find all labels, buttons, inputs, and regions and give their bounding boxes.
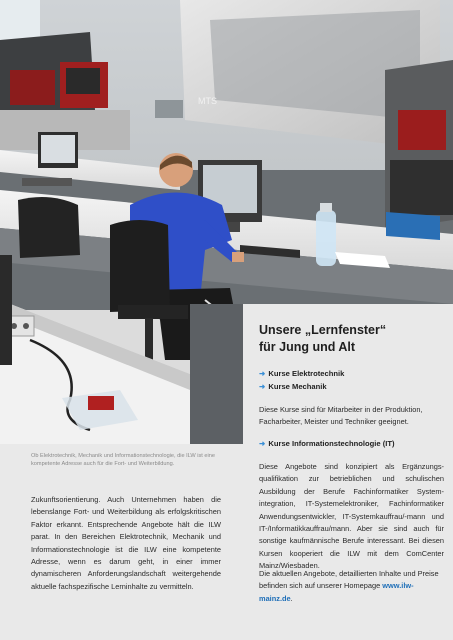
course-label: Kurse Informationstechnologie (IT) [268, 439, 395, 448]
course-item-it [259, 438, 395, 450]
left-body-text: Zukunftsorientierung. Auch Unternehmen haben die lebenslange Fort- und Weiterbildung als erfolgskritischen Faktor erkannt. Entsprechende Angebote hält die ILW parat. In den Bereichen Elektrotechnik, Mechanik und Informationstechnologie ist die ILW eine kompetente Adresse, wenn es darum geht, in einer immer dynamischeren Anforderungslandschaft weitergehende aktuelle fachspezifische Lerninhalte zu vermitteln. [31, 495, 221, 591]
photo-caption: Ob Elektrotechnik, Mechanik und Informationstechnologie, die ILW ist eine kompetente Adresse auch für die Fort- und Weiterbildung. [31, 453, 215, 468]
course-item-mechanik [259, 381, 327, 393]
homepage-paragraph [259, 568, 444, 605]
heading-line-2: für Jung und Alt [259, 340, 356, 354]
arrow-right-icon: ➜ [259, 369, 266, 378]
arrow-right-icon: ➜ [259, 439, 266, 448]
screen-label: MTS [198, 96, 217, 106]
heading-line-1: Unsere „Lernfenster“ [259, 323, 387, 337]
heading [259, 322, 386, 356]
homepage-suffix: . [290, 593, 293, 603]
group1-description: Diese Kurse sind für Mitarbeiter in der Produktion, Facharbeiter, Meister und Techniker geeignet. [259, 405, 423, 427]
arrow-right-icon: ➜ [259, 382, 266, 391]
course-label: Kurse Elektrotechnik [268, 369, 345, 378]
course-item-elektrotechnik [259, 368, 344, 380]
course-label: Kurse Mechanik [268, 382, 327, 391]
group2-description: Diese Angebote sind konzipiert als Ergänzungsqualifikation zur betrieblichen und schulischen Ausbildung der Berufe Fachinformatiker Systemintegration, IT-Systemelektroniker, Fachinformatiker Anwendungsentwickler, IT-Systemkauffrau/-mann und IT-/Informatikkauffrau/mann. Aber sie sind auch für sonstige kaufmännische Berufe interessant. Bei diesen Kursen kooperiert die ILW mit dem ComCenter Mainz/Wiesbaden. [259, 462, 444, 571]
homepage-link[interactable]: www.ilw-mainz.de [259, 581, 414, 603]
homepage-text: Die aktuellen Angebote, detaillierten Inhalte und Preise befinden sich auf unserer Homepage [259, 569, 439, 591]
